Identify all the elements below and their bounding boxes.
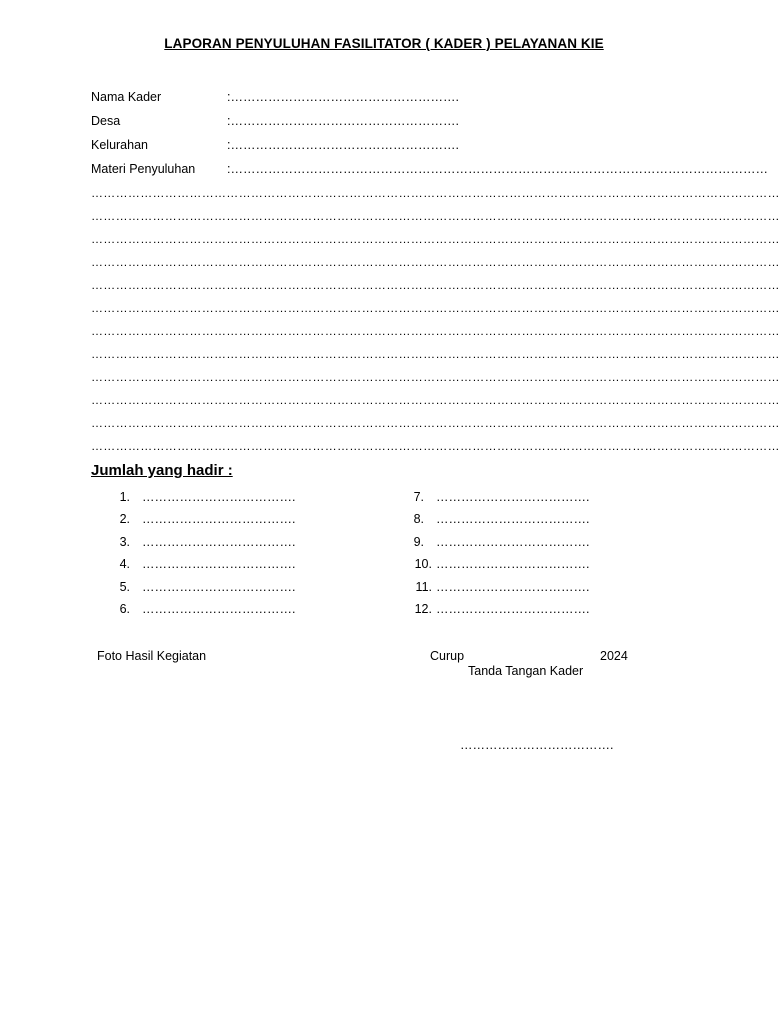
field-label-nama-kader: Nama Kader xyxy=(91,90,162,104)
materi-line[interactable]: …………………………………………………………………………………………………………………………………………………… xyxy=(91,278,780,292)
attendee-entry[interactable]: ………………………………. xyxy=(142,535,296,549)
signature-label: Tanda Tangan Kader xyxy=(468,664,584,678)
attendee-number: 2. xyxy=(119,512,130,526)
attendee-entry[interactable]: ………………………………. xyxy=(436,602,590,616)
attendee-number: 10. xyxy=(414,557,432,571)
attendee-entry[interactable]: ………………………………. xyxy=(142,490,296,504)
materi-line[interactable]: …………………………………………………………………………………………………………………………………………………… xyxy=(91,439,780,453)
photo-label: Foto Hasil Kegiatan xyxy=(97,649,207,663)
materi-line[interactable]: …………………………………………………………………………………………………………………………………………………… xyxy=(91,209,780,223)
attendee-number: 9. xyxy=(413,535,424,549)
materi-line[interactable]: …………………………………………………………………………………………………………………………………………………… xyxy=(91,255,780,269)
attendee-entry[interactable]: ………………………………. xyxy=(436,535,590,549)
attendee-number: 8. xyxy=(413,512,424,526)
field-label-materi: Materi Penyuluhan xyxy=(91,162,196,176)
signature-line[interactable]: ………………………………. xyxy=(460,738,614,752)
attendee-entry[interactable]: ………………………………. xyxy=(436,490,590,504)
materi-line[interactable]: …………………………………………………………………………………………………………………………………………………… xyxy=(91,416,780,430)
attendee-number: 1. xyxy=(119,490,130,504)
materi-line[interactable]: …………………………………………………………………………………………………………………………………………………… xyxy=(91,370,780,384)
attendance-heading: Jumlah yang hadir : xyxy=(91,462,233,479)
field-value-desa[interactable]: :………………………………………………. xyxy=(227,114,459,128)
field-value-nama-kader[interactable]: :………………………………………………. xyxy=(227,90,459,104)
attendee-number: 6. xyxy=(119,602,130,616)
materi-line[interactable]: …………………………………………………………………………………………………………………………………………………… xyxy=(91,347,780,361)
attendee-number: 11. xyxy=(415,580,432,594)
materi-line[interactable]: …………………………………………………………………………………………………………………………………………………… xyxy=(91,232,780,246)
field-label-desa: Desa xyxy=(91,114,121,128)
materi-line[interactable]: …………………………………………………………………………………………………………………………………………………… xyxy=(91,186,780,200)
attendee-number: 7. xyxy=(413,490,424,504)
materi-line[interactable]: …………………………………………………………………………………………………………………………………………………… xyxy=(91,301,780,315)
attendee-number: 3. xyxy=(119,535,130,549)
attendee-entry[interactable]: ………………………………. xyxy=(436,580,590,594)
field-label-kelurahan: Kelurahan xyxy=(91,138,148,152)
materi-line[interactable]: …………………………………………………………………………………………………………………………………………………… xyxy=(91,393,780,407)
attendee-entry[interactable]: ………………………………. xyxy=(142,512,296,526)
attendee-entry[interactable]: ………………………………. xyxy=(436,557,590,571)
attendee-entry[interactable]: ………………………………. xyxy=(436,512,590,526)
attendee-number: 4. xyxy=(119,557,130,571)
place-label: Curup xyxy=(430,649,465,663)
field-value-kelurahan[interactable]: :………………………………………………. xyxy=(227,138,459,152)
materi-line[interactable]: …………………………………………………………………………………………………………………………………………………… xyxy=(91,324,780,338)
field-value-materi[interactable]: :………………………………………………………………………………………………………………… xyxy=(227,162,768,176)
page-title: LAPORAN PENYULUHAN FASILITATOR ( KADER ) PELAYANAN KIE xyxy=(164,36,604,51)
year-label: 2024 xyxy=(600,649,628,663)
attendee-number: 5. xyxy=(119,580,130,594)
attendee-entry[interactable]: ………………………………. xyxy=(142,602,296,616)
attendee-entry[interactable]: ………………………………. xyxy=(142,557,296,571)
attendee-number: 12. xyxy=(414,602,432,616)
attendee-entry[interactable]: ………………………………. xyxy=(142,580,296,594)
